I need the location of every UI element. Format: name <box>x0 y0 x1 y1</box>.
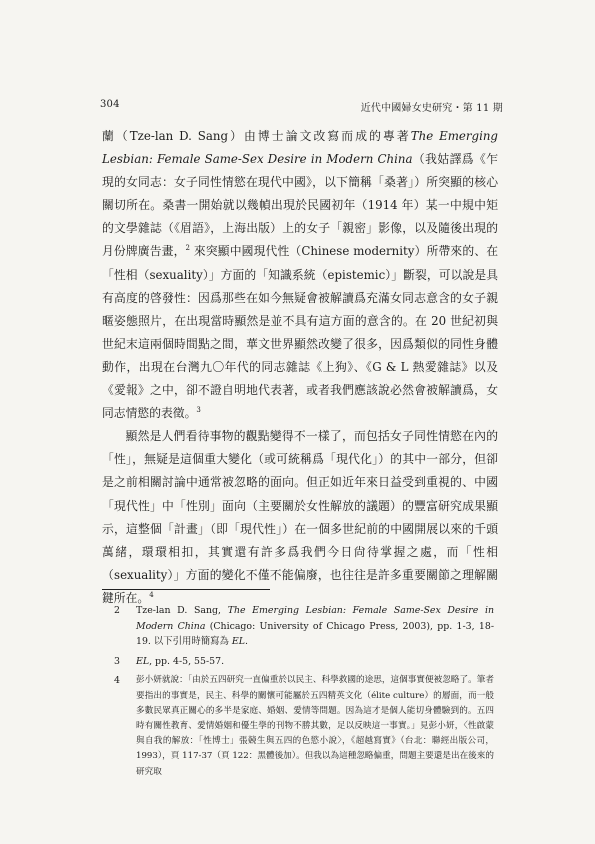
footnote-end: . <box>244 636 248 648</box>
footnote-number: 3 <box>114 655 120 667</box>
journal-title: 近代中國婦女史研究・第 11 期 <box>360 103 503 114</box>
footnote-2 <box>114 603 494 650</box>
footnotes <box>114 603 494 784</box>
footnote-text: 彭小妍就說：「由於五四研究一直偏重於以民主、科學救國的途思，這個事實便被忽略了。筆者要指出的事實是，民主、科學的關懷可能屬於五四精英文化（élite culture）的層面，而一般多數民眾真正關心的多半是家庭、婚姻、愛情等問題。因為這才是個人能切身體驗到的。五四時有關性教育、愛情婚姻和優生學的刊物不勝其數，足以反映這一事實。」見彭小妍，〈性啟蒙與自我的解放：「性博士」張競生與五四的色慾小說〉，《超越寫實》（台北：聯經出版公司，1993），頁 117-37（頁 122：黑體後加）。但我以為這種忽略偏重，問題主要還是出在後來的研究取 <box>136 675 494 777</box>
paragraph-2-text: 顯然是人們看待事物的觀點變得不一樣了，而包括女子同性情慾在內的「性」，無疑是這個重大變化（或可統稱爲「現代化」）的其中一部分，但卻是之前相關討論中通常被忽略的面向。但正如近年來日益受到重視的、中國「現代性」中「性別」面向（主要關於女性解放的議題）的豐富研究成果顯示，這整個「計畫」（即「現代性」）在一個多世紀前的中國開展以來的千頭萬緒，環環相扣，其實還有許多爲我們今日尙待掌握之處，而「性相（sexuality）」方面的變化不僅不能偏廢，也往往是許多重要關節之理解關鍵所在。 <box>102 429 498 605</box>
paragraph-1-text-c: 來突顯中國現代性（Chinese modernity）所帶來的、在「性相（sexuality）」方面的「知識系統（epistemic）」斷裂，可以說是具有高度的啓發性：因爲那些在如今無疑會被解讀爲充滿女同志意含的女子親暱姿態照片，在出現當時顯然是並不具有這方面的意含的。在 20 世紀初與世紀末這兩個時間點之間，華文世界顯然改變了很多，因爲類似的同性身體動作，出現在台灣九〇年代的同志雜誌《上狗》、《G & L 熱愛雜誌》以及《愛報》之中，卻不證自明地代表著，或者我們應該說必然會被解讀爲，女同志情慾的表徵。 <box>102 244 498 421</box>
page-number: 304 <box>100 99 120 110</box>
footnote-abbrev: EL <box>231 636 245 648</box>
footnote-number: 2 <box>114 605 120 616</box>
paragraph-1 <box>102 125 498 425</box>
footnote-citation: (Chicago: University of Chicago Press, 2003), pp. 1-3, 18-19. 以下引用時簡寫為 <box>136 620 494 648</box>
running-header <box>100 99 503 114</box>
footnote-citation: , pp. 4-5, 55-57. <box>149 655 225 667</box>
footnote-ref-4[interactable]: 4 <box>149 590 154 599</box>
footnote-4 <box>114 673 494 779</box>
footnote-text <box>136 654 494 670</box>
paragraph-1-text-b: （我姑譯爲《乍現的女同志：女子同性情慾在現代中國》，以下簡稱「桑著」）所突顯的核心關切所在。桑書一開始就以幾幀出現於民國初年（1914 年）某一中規中矩的文學雜誌（《眉語》，上海出版）上的女子「親密」影像，以及隨後出現的月份牌廣告畫， <box>102 152 498 259</box>
footnote-author: Tze-lan D. Sang, <box>136 605 228 616</box>
footnote-abbrev: EL <box>136 655 150 667</box>
paragraph-2 <box>102 425 498 610</box>
footnote-ref-3[interactable]: 3 <box>196 406 201 415</box>
footnote-divider <box>102 589 270 590</box>
paragraph-1-text-a: 蘭（Tze-lan D. Sang）由博士論文改寫而成的專著 <box>102 129 411 143</box>
footnote-book-title: The Emerging Lesbian: Female Same-Sex Desire in Modern China <box>136 605 494 632</box>
book-title: The Emerging Lesbian: Female Same-Sex Desire in Modern China <box>102 129 498 167</box>
footnote-number: 4 <box>114 675 120 687</box>
footnote-ref-2[interactable]: 2 <box>185 244 191 253</box>
footnote-3 <box>114 654 494 670</box>
footnote-text <box>136 603 494 650</box>
main-text <box>102 125 498 610</box>
